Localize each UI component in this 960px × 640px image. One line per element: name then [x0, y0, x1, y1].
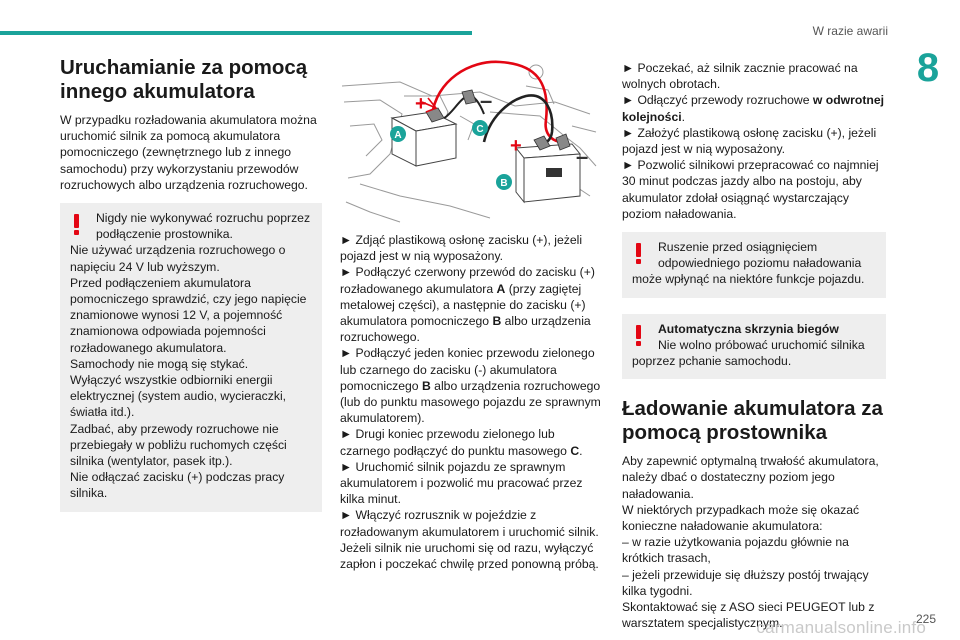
- step-wait-idle: ► Poczekać, aż silnik zacznie pracować na wolnych obrotach.: [622, 61, 858, 92]
- label-a: [390, 126, 406, 142]
- step-run-engine: ► Pozwolić silnikowi przepracować co najmniej 30 minut podczas jazdy albo na postoju, aby akumulator zdołał osiągnąć wystarczający poziom naładowania.: [622, 158, 879, 221]
- svg-text:C: C: [476, 124, 484, 135]
- warning-exclamation-icon: [636, 243, 642, 264]
- page-number: 225: [915, 612, 936, 626]
- section-heading-charger: Ładowanie akumulatora za pomocą prostownika: [622, 397, 883, 445]
- minus-sign-a: –: [480, 88, 493, 113]
- column-right: [622, 56, 886, 631]
- section-heading-jump-start: Uruchamianie za pomocą innego akumulatora: [60, 56, 308, 103]
- step-connect-red-cable: ► Podłączyć czerwony przewód do zacisku (+) rozładowanego akumulatora A (przy zagiętej metalowej części), a następnie do zacisku (+) akumulatora pomocniczego B albo urządzenia rozruchowego.: [340, 265, 595, 345]
- jump-start-illustration: [340, 56, 602, 226]
- watermark: carmanualsonline.info: [756, 618, 926, 637]
- step-start-donor-engine: ► Uruchomić silnik pojazdu ze sprawnym akumulatorem i pozwolić mu pracować przez kilka minut.: [340, 459, 583, 507]
- chapter-number: 8: [916, 45, 940, 90]
- label-c: [472, 120, 488, 136]
- step-disconnect-cables: ► Odłączyć przewody rozruchowe w odwrotnej kolejności.: [622, 93, 884, 124]
- warning-exclamation-icon: [636, 325, 642, 346]
- label-b: [496, 174, 512, 190]
- step-refit-cover: ► Założyć plastikową osłonę zacisku (+), jeżeli pojazd jest w nią wyposażony.: [622, 125, 877, 157]
- charger-paragraph: Aby zapewnić optymalną trwałość akumulatora, należy dbać o dostateczny poziom jego naładowania. W niektórych przypadkach może się okazać konieczne naładowanie akumulatora: – w razie użytkowania pojazdu głównie na krótkich trasach, – jeżeli przewiduje się dłuższy postój trwający kilka tygodni. Skontaktować się z ASO sieci PEUGEOT lub z warsztatem specjalistycznym.: [622, 454, 879, 631]
- warning-exclamation-icon: [74, 214, 80, 235]
- warning-box-automatic-gearbox: Automatyczna skrzynia biegów Nie wolno próbować uruchomić silnika poprzez pchanie samochodu.: [622, 314, 886, 380]
- svg-text:B: B: [500, 178, 508, 189]
- intro-paragraph: W przypadku rozładowania akumulatora można uruchomić silnik za pomocą akumulatora pomocniczego (zewnętrznego lub z innego samochodu) przy wykorzystaniu przewodów rozruchowych albo urządzenia rozruchowego.: [60, 113, 317, 192]
- minus-sign-b: –: [576, 144, 589, 169]
- plus-sign-b: +: [510, 135, 522, 157]
- warning-text: Nie używać urządzenia rozruchowego o napięciu 24 V lub wyższym. Przed podłączeniem akumulatora pomocniczego sprawdzić, czy jego napięcie znamionowe wynosi 12 V, a pojemność znamionowa odpowiada pojemności rozładowanego akumulatora. Samochody nie mogą się stykać. Wyłączyć wszystkie odbiorniki energii elektrycznej (system audio, wycieraczki, światła itd.). Zadbać, aby przewody rozruchowe nie przebiegały w pobliżu ruchomych części silnika (wentylator, pasek itp.). Nie odłączać zacisku (+) podczas pracy silnika.: [70, 243, 307, 501]
- warning-box-charge-level: Ruszenie przed osiągnięciem odpowiedniego poziomu naładowania może wpłynąć na niektóre funkcje pojazdu.: [622, 232, 886, 298]
- column-left: [60, 56, 322, 512]
- plus-sign-a: +: [415, 93, 427, 115]
- step-remove-cover: ► Zdjąć plastikową osłonę zacisku (+), jeżeli pojazd jest w nią wyposażony.: [340, 233, 583, 264]
- step-connect-ground-point: ► Drugi koniec przewodu zielonego lub czarnego podłączyć do punktu masowego C.: [340, 427, 583, 458]
- step-start-starter: ► Włączyć rozrusznik w pojeździe z rozładowanym akumulatorem i uruchomić silnik. Jeżeli silnik nie uruchomi się od razu, wyłączyć zapłon i poczekać chwilę przed ponowną próbą.: [340, 508, 599, 572]
- warning-box-jump-start: Nigdy nie wykonywać rozruchu poprzez podłączenie prostownika. Nie używać urządzenia rozruchowego o napięciu 24 V lub wyższym. Przed podłączeniem akumulatora pomocniczego sprawdzić, czy jego napięcie znamionowe wynosi 12 V, a pojemność znamionowa odpowiada pojemności rozładowanego akumulatora. Samochody nie mogą się stykać. Wyłączyć wszystkie odbiorniki energii elektrycznej (system audio, wycieraczki, światła itd.). Zadbać, aby przewody rozruchowe nie przebiegały w pobliżu ruchomych części silnika (wentylator, pasek itp.). Nie odłączać zacisku (+) podczas pracy silnika.: [60, 203, 322, 512]
- step-connect-ground-cable: ► Podłączyć jeden koniec przewodu zielonego lub czarnego do zacisku (-) akumulatora pomocniczego B albo urządzenia rozruchowego (lub do punktu masowego pojazdu ze sprawnym akumulatorem).: [340, 346, 601, 426]
- svg-text:A: A: [394, 130, 402, 141]
- section-title: W razie awarii: [812, 24, 888, 38]
- column-middle: [340, 56, 602, 572]
- header-accent-bar: [0, 31, 472, 35]
